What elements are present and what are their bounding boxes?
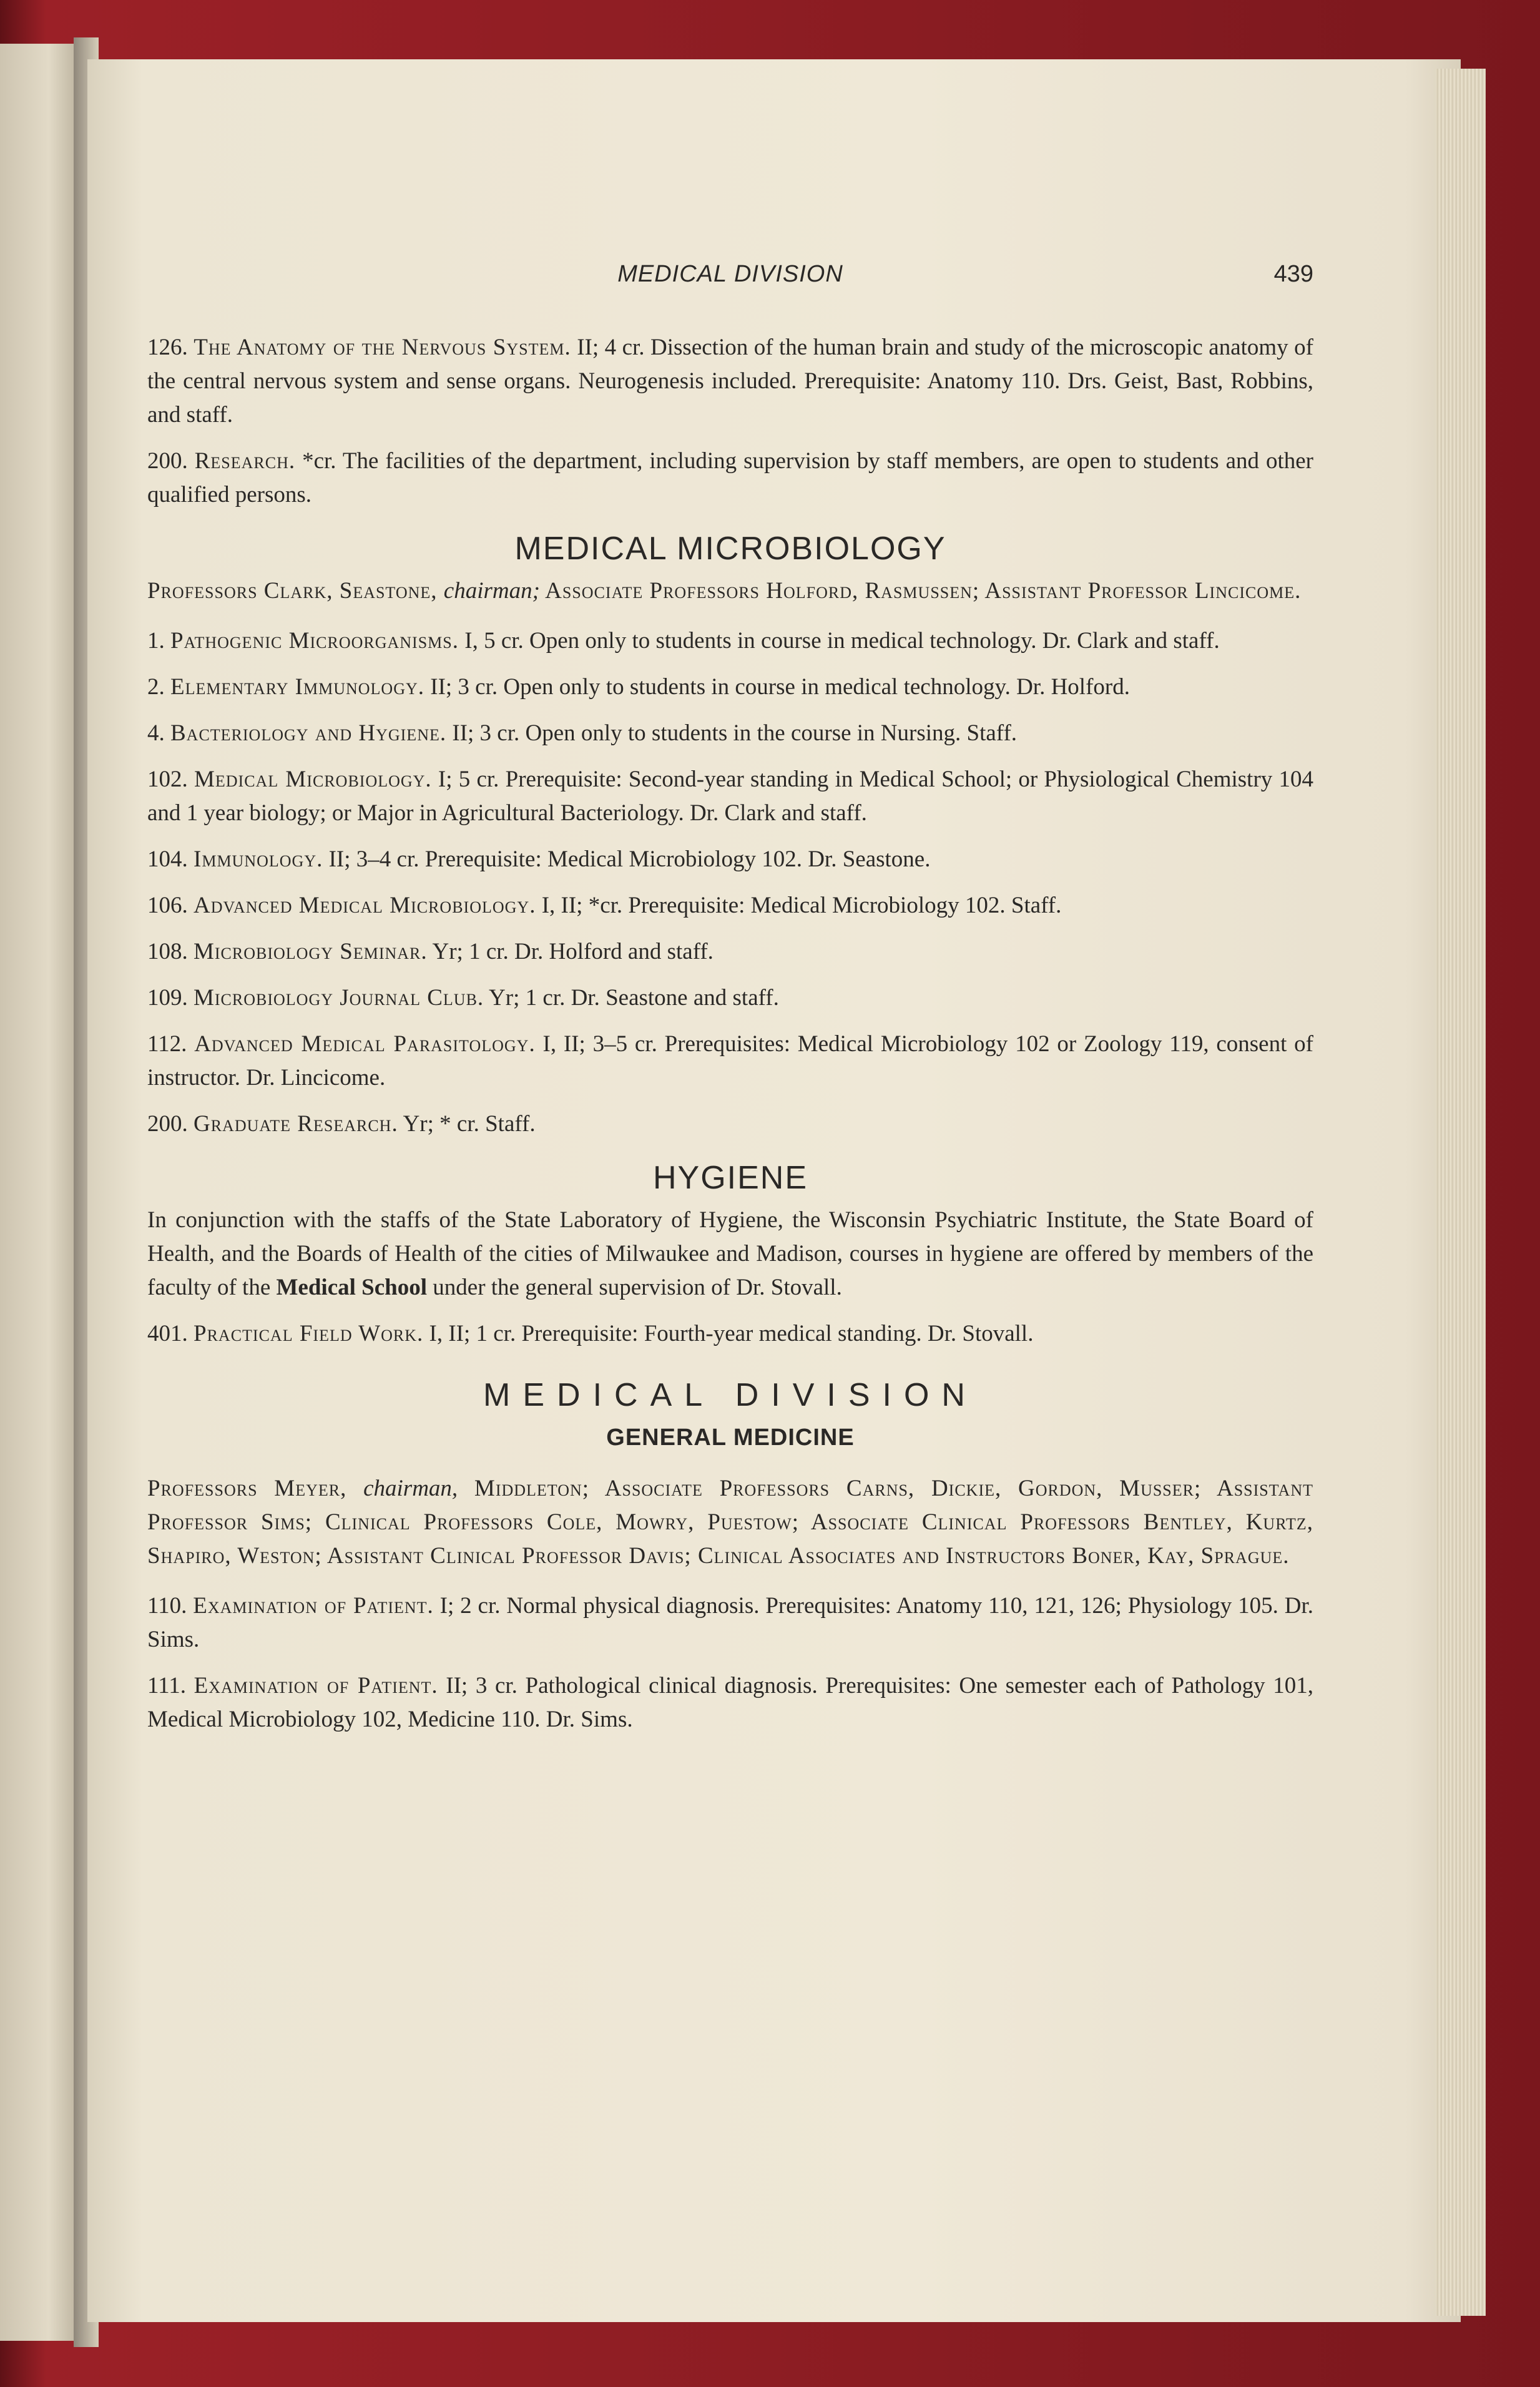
course-title: Examination of Patient. xyxy=(193,1593,434,1619)
running-head xyxy=(147,261,1313,298)
course-title: Research. xyxy=(194,448,296,474)
course-title: Bacteriology and Hygiene. xyxy=(170,720,447,746)
course-entry: 104. Immunology. II; 3–4 cr. Prerequisite: Medical Microbiology 102. Dr. Seastone. xyxy=(147,846,931,872)
course-title: Elementary Immunology. xyxy=(170,674,424,700)
course-entry: 1. Pathogenic Microorganisms. I, 5 cr. Open only to students in course in medical technology. Dr. Clark and staff. xyxy=(147,628,1220,654)
course-entry: 4. Bacteriology and Hygiene. II; 3 cr. Open only to students in the course in Nursing. Staff. xyxy=(147,720,1018,746)
section-heading-medical-division: MEDICAL DIVISION xyxy=(483,1377,978,1413)
course-title: Immunology. xyxy=(194,846,323,872)
course-entry: 2. Elementary Immunology. II; 3 cr. Open only to students in course in medical technology. Dr. Holford. xyxy=(147,674,1130,700)
hygiene-intro: In conjunction with the staffs of the State Laboratory of Hygiene, the Wisconsin Psychiatric Institute, the State Board of Health, and the Boards of Health of the cities of Milwaukee and Madison, courses in hygiene are offered by members of the faculty of the Medical School under the general supervision of Dr. Stovall. xyxy=(147,1207,1313,1300)
subsection-heading-general-medicine: GENERAL MEDICINE xyxy=(606,1424,855,1451)
course-entry: 112. Advanced Medical Parasitology. I, II; 3–5 cr. Prerequisites: Medical Microbiology 102 or Zoology 119, consent of instructor. Dr. Lincicome. xyxy=(147,1031,1313,1091)
running-title: MEDICAL DIVISION xyxy=(617,261,843,287)
course-entry: 200. Research. *cr. The facilities of the department, including supervision by staff members, are open to students and other qualified persons. xyxy=(147,448,1313,507)
course-title: Microbiology Seminar. xyxy=(194,939,428,964)
course-entry: 111. Examination of Patient. II; 3 cr. Pathological clinical diagnosis. Prerequisites: One semester each of Pathology 101, Medical Microbiology 102, Medicine 110. Dr. Sims. xyxy=(147,1673,1314,1732)
course-entry: 126. The Anatomy of the Nervous System. II; 4 cr. Dissection of the human brain and study of the microscopic anatomy of the central nervous system and sense organs. Neurogenesis included. Prerequisite: Anatomy 110. Drs. Geist, Bast, Robbins, and staff. xyxy=(147,335,1313,428)
section-heading-microbiology: MEDICAL MICROBIOLOGY xyxy=(514,531,946,567)
course-title: Advanced Medical Microbiology. xyxy=(194,893,536,918)
faculty-list: Professors Clark, Seastone, chairman; Associate Professors Holford, Rasmussen; Assistant Professor Lincicome. xyxy=(147,578,1302,604)
page-number: 439 xyxy=(1273,261,1313,287)
course-entry: 109. Microbiology Journal Club. Yr; 1 cr. Dr. Seastone and staff. xyxy=(147,985,779,1011)
microbiology-course-list xyxy=(147,624,1313,1141)
section-heading-hygiene: HYGIENE xyxy=(652,1160,808,1196)
course-title: The Anatomy of the Nervous System. xyxy=(194,335,571,360)
course-title: Medical Microbiology. xyxy=(194,767,432,792)
course-entry: 110. Examination of Patient. I; 2 cr. Normal physical diagnosis. Prerequisites: Anatomy 110, 121, 126; Physiology 105. Dr. Sims. xyxy=(147,1593,1314,1652)
course-entry: 108. Microbiology Seminar. Yr; 1 cr. Dr. Holford and staff. xyxy=(147,939,714,964)
course-title: Pathogenic Microorganisms. xyxy=(170,628,459,654)
course-title: Advanced Medical Parasitology. xyxy=(194,1031,536,1057)
page-body xyxy=(147,331,1313,1749)
faculty-list: Professors Meyer, chairman, Middleton; Associate Professors Carns, Dickie, Gordon, Musser; Assistant Professor Sims; Clinical Professors Cole, Mowry, Puestow; Associate Clinical Professors Bentley, Kurtz, Shapiro, Weston; Assistant Clinical Professor Davis; Clinical Associates and Instructors Boner, Kay, Sprague. xyxy=(147,1476,1313,1569)
course-entry: 102. Medical Microbiology. I; 5 cr. Prerequisite: Second-year standing in Medical School; or Physiological Chemistry 104 and 1 year biology; or Major in Agricultural Bacteriology. Dr. Clark and staff. xyxy=(147,767,1313,826)
course-title: Graduate Research. xyxy=(194,1111,398,1137)
general-medicine-course-list xyxy=(147,1589,1313,1737)
course-entry: 200. Graduate Research. Yr; * cr. Staff. xyxy=(147,1111,536,1137)
course-title: Microbiology Journal Club. xyxy=(194,985,484,1011)
course-entry: 401. Practical Field Work. I, II; 1 cr. Prerequisite: Fourth-year medical standing. Dr. Stovall. xyxy=(147,1321,1034,1346)
previous-page-edge xyxy=(0,44,81,2341)
page-block-edges xyxy=(1436,69,1486,2316)
course-title: Practical Field Work. xyxy=(194,1321,424,1346)
course-entry: 106. Advanced Medical Microbiology. I, II; *cr. Prerequisite: Medical Microbiology 102. Staff. xyxy=(147,893,1062,918)
course-title: Examination of Patient. xyxy=(194,1673,438,1698)
